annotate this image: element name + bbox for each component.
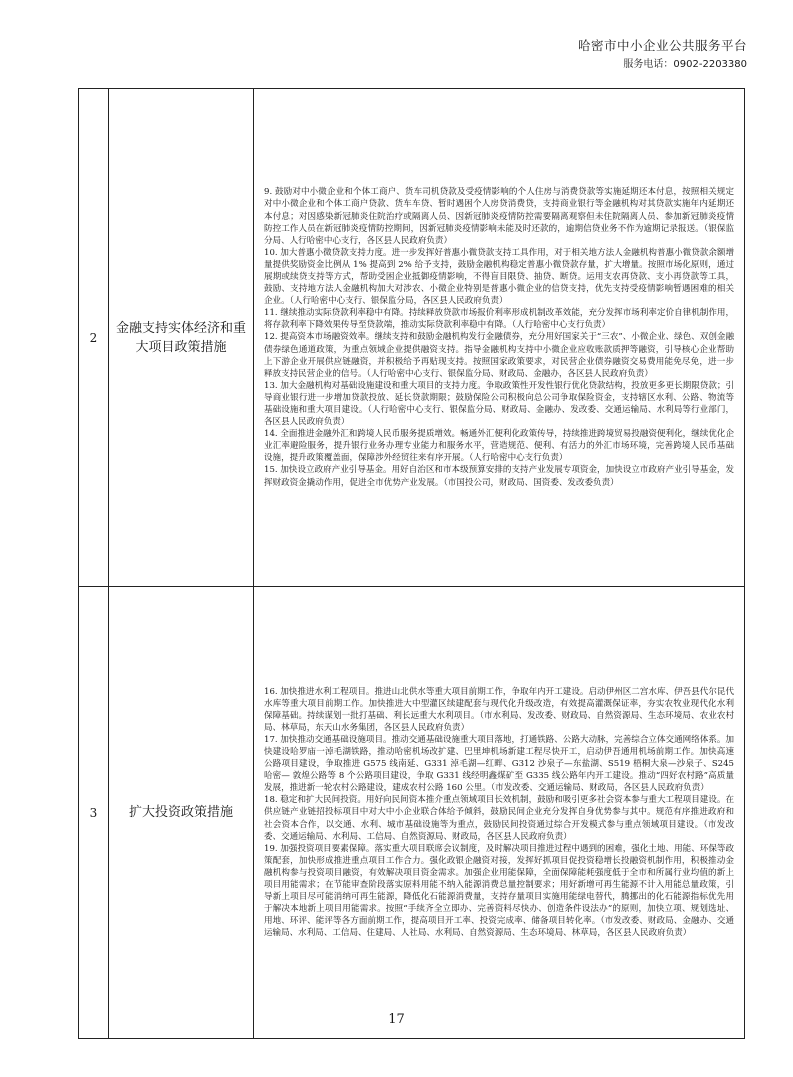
policy-item: 16. 加快推进水利工程项目。推进山北供水等重大项目前期工作，争取年内开工建设。启动伊州区二宫水库、伊吾县代尔昆代水库等重大项目前期工作。加快推进大中型灌区续建配套与现代化升级改造，有效提高灌溉保证率，夯实农牧业现代化水利保障基础。持续谋划一批打基础、利长远重大水利项目。（市水利局、发改委、财政局、自然资源局、生态环境局、农业农村局、林草局，东天山水务集团，各区县人民政府负责） (264, 686, 734, 733)
row-number: 3 (79, 587, 109, 1039)
policy-item: 10. 加大普惠小微贷款支持力度。进一步发挥好普惠小微贷款支持工具作用，对于相关地方法人金融机构普惠小微贷款余额增量提供奖励资金比例从 1% 提高到 2% 给予支持，鼓励金融机构稳定普惠小微贷款存量，扩大增量。按照市场化原则，通过展期或续贷支持等方式，帮助受困企业抵御疫情影响，不得盲目限贷、抽贷、断贷。运用支农再贷款、支小再贷款等工具，鼓励、支持地方法人金融机构加大对涉农、小微企业特别是普惠小微企业的信贷支持，优先支持受疫情影响暂遇困难的相关企业。（人行哈密中心支行、银保监分局，各区县人民政府负责） (264, 247, 734, 307)
row-title: 扩大投资政策措施 (109, 587, 254, 1039)
policy-item: 9. 鼓励对中小微企业和个体工商户、货车司机贷款及受疫情影响的个人住房与消费贷款等实施延期还本付息，按照相关规定对中小微企业和个体工商户贷款、货车车贷、暂时遇困个人房贷消费贷，支持商业银行等金融机构对其贷款实施年内延期还本付息；对因感染新冠肺炎住院治疗或隔离人员、因新冠肺炎疫情防控需要隔离观察但未住院隔离人员、参加新冠肺炎疫情防控工作人员在新冠肺炎疫情防控期间，因新冠肺炎疫情影响未能及时还款的，逾期信贷业务不作为逾期记录报送。（银保监分局、人行哈密中心支行，各区县人民政府负责） (264, 187, 734, 246)
row-content (254, 89, 745, 587)
policy-item: 19. 加强投资项目要素保障。落实重大项目联席会议制度，及时解决项目推进过程中遇到的困难，强化土地、用能、环保等政策配套，加快形成推进重点项目工作合力。强化政银企融资对接，发挥好抓项目促投资稳增长投融资机制作用，积极推动金融机构参与投资项目融资，有效解决项目资金需求。加强企业用能保障，全面保障能耗强度低于全市和所属行业均值的新上项目用能需求；在节能审查阶段落实原料用能不纳入能源消费总量控制要求；用好新增可再生能源不计入用能总量政策，引导新上项目尽可能消纳可再生能源，降低化石能源消费量，支持存量项目实施用能绿电替代，腾挪出的化石能源指标优先用于解决本地新上项目用能需求。按照“手续齐全立即办、完善资料尽快办、创造条件设法办”的原则，加快立项、规划选址、用地、环评、能评等各方面前期工作，提高项目开工率、投资完成率、储备项目转化率。（市发改委、财政局、金融办、交通运输局、水利局、工信局、住建局、人社局、水利局、自然资源局、生态环境局、林草局，各区县人民政府负责） (264, 843, 734, 939)
row-title: 金融支持实体经济和重大项目政策措施 (109, 89, 254, 587)
page-number: 17 (388, 1012, 405, 1027)
policy-item: 13. 加大金融机构对基础设施建设和重大项目的支持力度。争取政策性开发性银行优化贷款结构，投放更多更长期限贷款；引导商业银行进一步增加贷款投放、延长贷款期限；鼓励保险公司积极向总公司争取保险资金，支持辖区水利、公路、物流等基础设施和重大项目建设。（人行哈密中心支行、银保监分局、财政局、金融办、发改委、交通运输局、水利局等行业部门，各区县人民政府负责） (264, 380, 734, 428)
row-content (254, 587, 745, 1039)
policy-item: 12. 提高资本市场融资效率。继续支持和鼓励金融机构发行金融债券，充分用好国家关于“三农”、小微企业、绿色、双创金融债券绿色通道政策，为重点领域企业提供融资支持。指导金融机构支持中小微企业应收账款质押等融资，引导核心企业帮助上下游企业开展供应链融资，并积极给予再贴现支持。按照国家政策要求，对民营企业债券融资交易费用能免尽免，进一步释放支持民营企业的信号。（人行哈密中心支行、银保监分局、财政局、金融办，各区县人民政府负责） (264, 332, 734, 379)
row-number: 2 (79, 89, 109, 587)
platform-name: 哈密市中小企业公共服务平台 (577, 38, 747, 53)
table-row (79, 89, 745, 587)
policy-item: 18. 稳定和扩大民间投资。用好向民间资本推介重点领域项目长效机制，鼓励和吸引更多社会资本参与重大工程项目建设。在供应链产业链招投标项目中对大中小企业联合体给予倾斜，鼓励民间企业充分发挥自身优势参与其中。规范有序推进政府和社会资本合作，以交通、水利、城市基础设施等为重点，鼓励民间投资通过综合开发模式参与重点领域项目建设。（市发改委、交通运输局、水利局、工信局、自然资源局、财政局，各区县人民政府负责） (264, 795, 734, 842)
policy-item: 17. 加快推动交通基础设施项目。推动交通基础设施重大项目落地，打通铁路、公路大动脉，完善综合立体交通网络体系。加快建设哈罗庙一淖毛湖铁路，推动哈密机场改扩建、巴里坤机场新建工程尽快开工，启动伊吾通用机场前期工作。加快高速公路项目建设，争取推进 G575 线南延、G331 淖毛湖—红畔、G312 沙泉子—东盐湖、S519 梧桐大泉—沙泉子、S245 哈密— 敦煌公路等 8 个公路项目建设，争取 G331 线经明鑫煤矿至 G335 线公路年内开工建设。推动“四好农村路”高质量发展，推进新一轮农村公路建设，建成农村公路 160 公里。（市发改委、交通运输局、财政局，各区县人民政府负责） (264, 734, 734, 794)
page-header (578, 38, 747, 72)
policy-item: 11. 继续推动实际贷款利率稳中有降。持续释放贷款市场报价利率形成机制改革效能，充分发挥市场利率定价自律机制作用，将存款利率下降效果传导至贷款端，推动实际贷款利率稳中有降。（人行哈密中心支行负责） (264, 308, 734, 331)
service-phone: 服务电话：0902-2203380 (623, 59, 747, 70)
table-row (79, 587, 745, 1039)
policy-item: 14. 全面推进金融外汇和跨境人民币服务提质增效。畅通外汇便利化政策传导，持续推进跨境贸易投融资便利化，继续优化企业汇率避险服务，提升银行业务办理专业能力和服务水平，营造规范、便利、有活力的外汇市场环境，完善跨境人民币基础设施，提升政策覆盖面，保障涉外经贸往来有序开展。（人行哈密中心支行负责） (264, 429, 734, 464)
policy-table (78, 88, 745, 1039)
policy-item: 15. 加快设立政府产业引导基金。用好自治区和市本级预算安排的支持产业发展专项资金，加快设立市政府产业引导基金，发挥财政资金撬动作用，促进全市优势产业发展。（市国投公司，财政局、国资委、发改委负责） (264, 465, 734, 488)
